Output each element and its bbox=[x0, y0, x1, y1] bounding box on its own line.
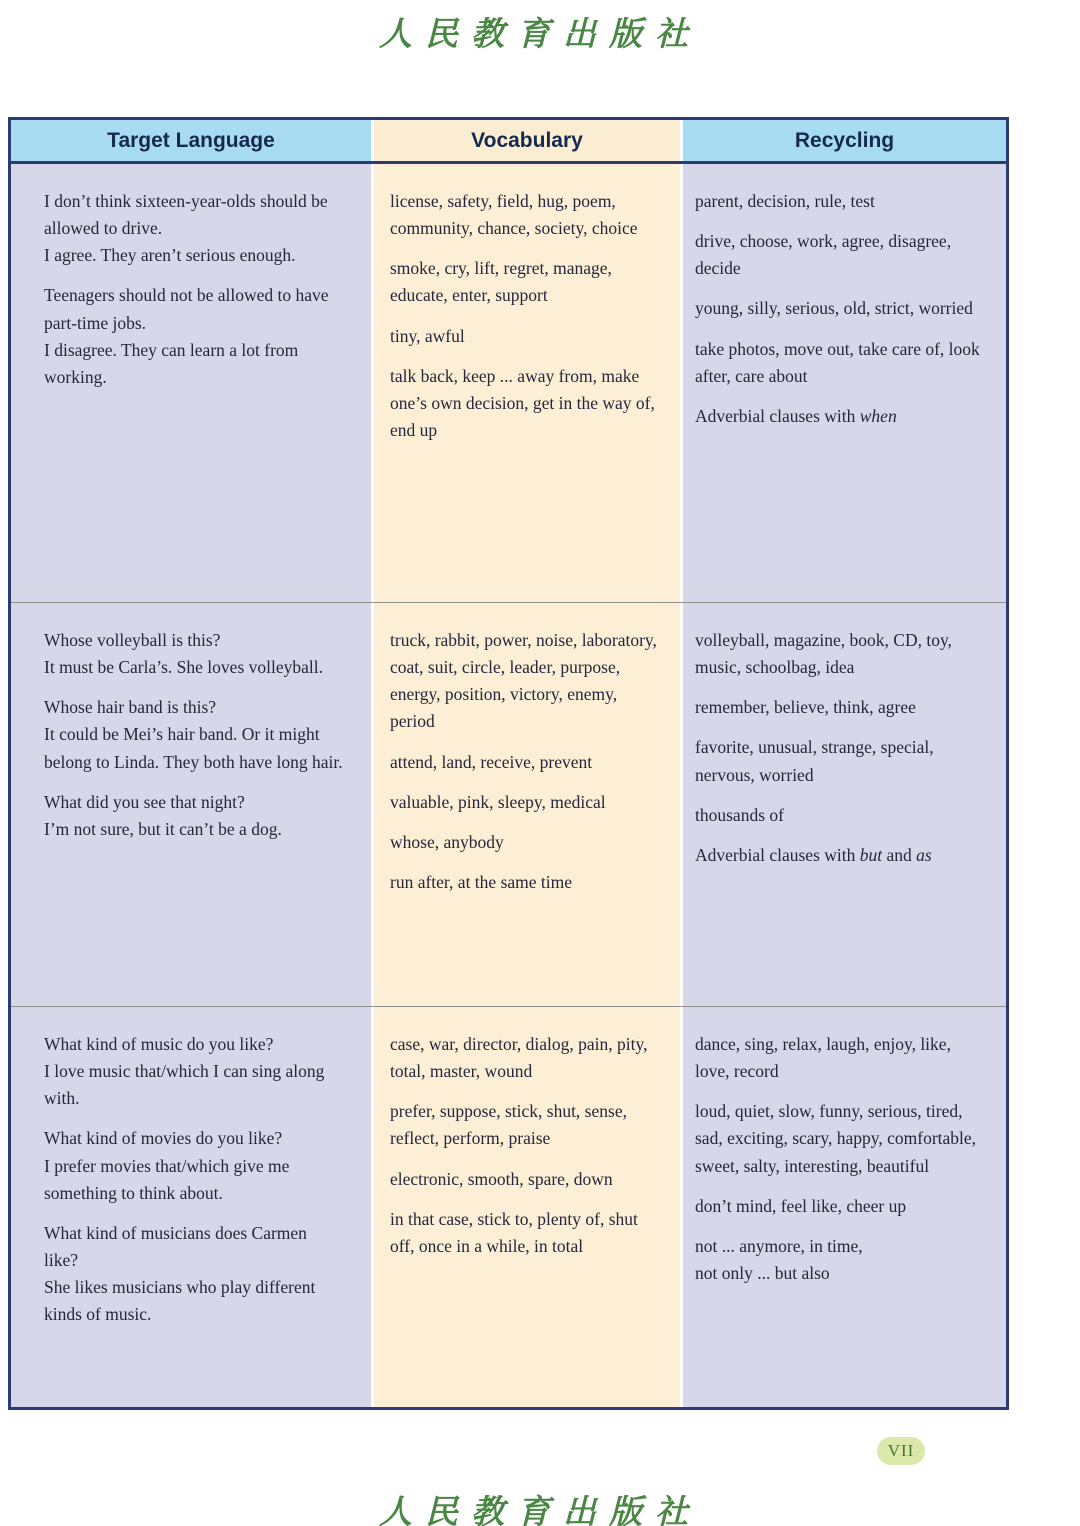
text-group bbox=[695, 336, 988, 390]
text-line bbox=[44, 188, 345, 242]
text-group bbox=[390, 188, 664, 242]
vocabulary-cell bbox=[374, 603, 680, 1006]
text-segment: not only ... but also bbox=[695, 1262, 830, 1283]
text-segment: Adverbial clauses with bbox=[695, 844, 860, 865]
text-line bbox=[695, 842, 988, 869]
text-segment: case, war, director, dialog, pain, pity, total, master, wound bbox=[390, 1034, 648, 1082]
text-group bbox=[695, 403, 988, 430]
text-segment: prefer, suppose, stick, shut, sense, reflect, perform, praise bbox=[390, 1101, 627, 1149]
italic-text: as bbox=[916, 844, 932, 865]
target-language-cell bbox=[11, 1007, 371, 1407]
text-line bbox=[695, 802, 988, 829]
overview-table bbox=[8, 117, 1009, 1410]
text-group bbox=[390, 869, 664, 896]
text-segment: volleyball, magazine, book, CD, toy, music, schoolbag, idea bbox=[695, 630, 952, 678]
text-segment: She likes musicians who play different kinds of music. bbox=[44, 1277, 316, 1325]
text-segment: remember, believe, think, agree bbox=[695, 697, 916, 718]
text-group bbox=[390, 1206, 664, 1260]
text-segment: What kind of music do you like? bbox=[44, 1034, 274, 1054]
text-group bbox=[695, 802, 988, 829]
text-group bbox=[44, 1220, 345, 1329]
text-segment: truck, rabbit, power, noise, laboratory, coat, suit, circle, leader, purpose, energy, position, victory, enemy, period bbox=[390, 630, 657, 732]
text-segment: valuable, pink, sleepy, medical bbox=[390, 791, 606, 812]
text-segment: Teenagers should not be allowed to have part-time jobs. bbox=[44, 285, 329, 333]
text-line bbox=[695, 1193, 988, 1220]
text-segment: I’m not sure, but it can’t be a dog. bbox=[44, 818, 282, 839]
text-segment: favorite, unusual, strange, special, nervous, worried bbox=[695, 737, 934, 785]
text-segment: drive, choose, work, agree, disagree, decide bbox=[695, 231, 952, 279]
text-segment: take photos, move out, take care of, look after, care about bbox=[695, 338, 980, 386]
text-segment: electronic, smooth, spare, down bbox=[390, 1168, 613, 1189]
text-group bbox=[44, 1125, 345, 1206]
text-group bbox=[44, 627, 345, 681]
target-language-cell bbox=[11, 164, 371, 602]
header-recycling: Recycling bbox=[683, 120, 1006, 161]
text-line bbox=[695, 1098, 988, 1179]
text-group bbox=[390, 627, 664, 736]
vocabulary-cell bbox=[374, 1007, 680, 1407]
text-line bbox=[695, 694, 988, 721]
text-group bbox=[695, 694, 988, 721]
text-group bbox=[695, 295, 988, 322]
text-line bbox=[390, 363, 664, 444]
text-line bbox=[44, 627, 345, 654]
text-segment: It must be Carla’s. She loves volleyball. bbox=[44, 657, 323, 678]
text-group bbox=[695, 1098, 988, 1179]
text-line bbox=[44, 1274, 345, 1328]
text-group bbox=[695, 842, 988, 869]
publisher-logo-top: 人民教育出版社 bbox=[379, 14, 701, 53]
text-segment: tiny, awful bbox=[390, 325, 465, 346]
text-segment: whose, anybody bbox=[390, 831, 504, 852]
text-segment: I love music that/which I can sing along with. bbox=[44, 1061, 325, 1109]
text-group bbox=[390, 789, 664, 816]
text-group bbox=[390, 1098, 664, 1152]
table-body bbox=[11, 164, 1006, 1407]
text-segment: talk back, keep ... away from, make one’s own decision, get in the way of, end up bbox=[390, 365, 655, 440]
target-language-cell bbox=[11, 603, 371, 1006]
text-segment: What kind of musicians does Carmen like? bbox=[44, 1222, 307, 1270]
vocabulary-cell bbox=[374, 164, 680, 602]
text-segment: It could be Mei’s hair band. Or it might belong to Linda. They both have long hair. bbox=[44, 724, 343, 772]
text-line bbox=[695, 336, 988, 390]
text-line bbox=[390, 749, 664, 776]
text-segment: Whose volleyball is this? bbox=[44, 630, 221, 650]
text-group bbox=[390, 255, 664, 309]
text-group bbox=[390, 749, 664, 776]
text-segment: run after, at the same time bbox=[390, 871, 572, 892]
text-line bbox=[695, 627, 988, 681]
table-row bbox=[11, 1006, 1006, 1407]
text-line bbox=[44, 282, 345, 336]
text-line bbox=[695, 403, 988, 430]
text-line bbox=[44, 721, 345, 775]
text-group bbox=[44, 188, 345, 269]
header-vocabulary: Vocabulary bbox=[374, 120, 680, 161]
text-line bbox=[44, 694, 345, 721]
text-line bbox=[44, 816, 345, 843]
text-segment: not ... anymore, in time, bbox=[695, 1235, 863, 1256]
table-row bbox=[11, 164, 1006, 602]
page-number-badge: VII bbox=[877, 1437, 925, 1465]
text-group bbox=[44, 789, 345, 843]
text-segment: I don’t think sixteen-year-olds should be allowed to drive. bbox=[44, 191, 328, 239]
text-segment: I agree. They aren’t serious enough. bbox=[44, 245, 296, 266]
recycling-cell bbox=[683, 603, 1006, 1006]
text-group bbox=[695, 188, 988, 215]
italic-text: but bbox=[859, 844, 883, 865]
text-line bbox=[695, 1031, 988, 1085]
text-line bbox=[390, 789, 664, 816]
text-segment: don’t mind, feel like, cheer up bbox=[695, 1195, 907, 1216]
text-segment: dance, sing, relax, laugh, enjoy, like, love, record bbox=[695, 1034, 951, 1082]
text-group bbox=[695, 1233, 988, 1287]
recycling-cell bbox=[683, 1007, 1006, 1407]
text-group bbox=[44, 282, 345, 391]
text-line bbox=[390, 1166, 664, 1193]
text-segment: parent, decision, rule, test bbox=[695, 191, 875, 211]
text-segment: smoke, cry, lift, regret, manage, educate, enter, support bbox=[390, 258, 612, 306]
italic-text: when bbox=[859, 405, 897, 426]
text-segment: What kind of movies do you like? bbox=[44, 1128, 283, 1149]
header-target-language: Target Language bbox=[11, 120, 371, 161]
table-header bbox=[11, 120, 1006, 164]
text-line bbox=[390, 1031, 664, 1085]
text-line bbox=[44, 1125, 345, 1152]
text-group bbox=[695, 627, 988, 681]
text-segment: I prefer movies that/which give me something to think about. bbox=[44, 1155, 290, 1203]
publisher-logo-bottom: 人民教育出版社 bbox=[379, 1492, 701, 1526]
text-line bbox=[390, 829, 664, 856]
text-line bbox=[390, 1098, 664, 1152]
text-line bbox=[390, 255, 664, 309]
text-segment: and bbox=[882, 844, 917, 865]
text-group bbox=[695, 734, 988, 788]
text-line bbox=[390, 323, 664, 350]
text-group bbox=[695, 1193, 988, 1220]
text-group bbox=[390, 363, 664, 444]
text-line bbox=[44, 1220, 345, 1274]
text-group bbox=[44, 694, 345, 775]
text-line bbox=[44, 337, 345, 391]
text-line bbox=[44, 654, 345, 681]
text-group bbox=[390, 1166, 664, 1193]
text-segment: in that case, stick to, plenty of, shut off, once in a while, in total bbox=[390, 1208, 638, 1256]
text-line bbox=[695, 295, 988, 322]
text-group bbox=[695, 228, 988, 282]
recycling-cell bbox=[683, 164, 1006, 602]
text-line bbox=[44, 789, 345, 816]
text-line bbox=[390, 1206, 664, 1260]
text-segment: thousands of bbox=[695, 804, 784, 825]
text-segment: license, safety, field, hug, poem, community, chance, society, choice bbox=[390, 191, 638, 239]
text-line bbox=[695, 228, 988, 282]
text-segment: Whose hair band is this? bbox=[44, 697, 217, 718]
text-segment: What did you see that night? bbox=[44, 791, 245, 812]
text-line bbox=[695, 1260, 988, 1287]
text-line bbox=[695, 1233, 988, 1260]
text-line bbox=[695, 188, 988, 215]
text-segment: attend, land, receive, prevent bbox=[390, 751, 593, 772]
text-segment: young, silly, serious, old, strict, worried bbox=[695, 298, 973, 319]
text-line bbox=[390, 627, 664, 736]
text-group bbox=[390, 1031, 664, 1085]
text-group bbox=[695, 1031, 988, 1085]
text-group bbox=[44, 1031, 345, 1112]
table-row bbox=[11, 602, 1006, 1006]
text-line bbox=[44, 1031, 345, 1058]
text-segment: Adverbial clauses with bbox=[695, 405, 860, 426]
text-line bbox=[695, 734, 988, 788]
text-group bbox=[390, 829, 664, 856]
text-line bbox=[44, 1058, 345, 1112]
text-line bbox=[390, 869, 664, 896]
text-segment: loud, quiet, slow, funny, serious, tired, sad, exciting, scary, happy, comfortable, sweet, salty, interesting, beautiful bbox=[695, 1101, 977, 1176]
text-line bbox=[390, 188, 664, 242]
text-segment: I disagree. They can learn a lot from working. bbox=[44, 339, 299, 387]
text-line bbox=[44, 1153, 345, 1207]
text-group bbox=[390, 323, 664, 350]
text-line bbox=[44, 242, 345, 269]
